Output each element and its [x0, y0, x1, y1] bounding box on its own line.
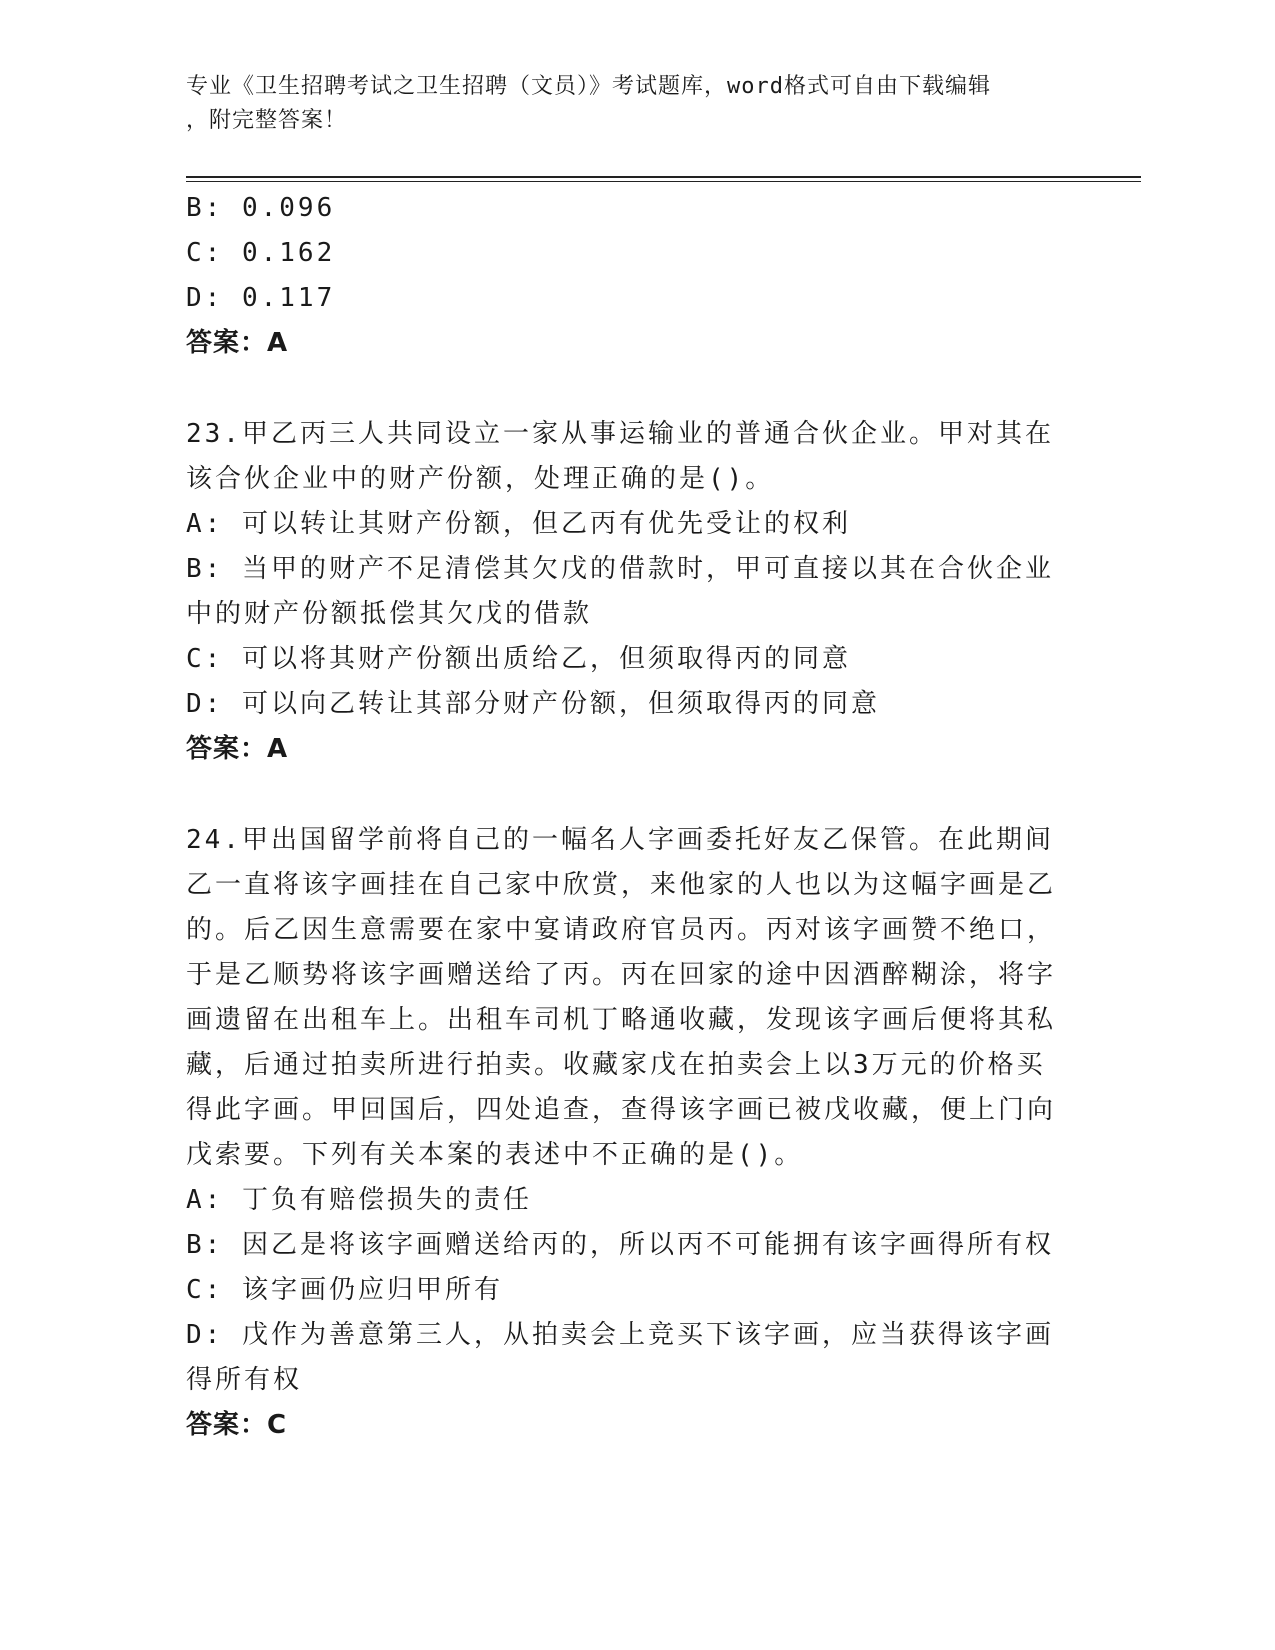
option-c: C: 0.162	[186, 238, 336, 268]
option-b: B: 因乙是将该字画赠送给丙的，所以丙不可能拥有该字画得所有权	[186, 1230, 1054, 1260]
option-b: B: 0.096	[186, 193, 336, 223]
spacer	[186, 366, 1066, 412]
option-a: A: 丁负有赔偿损失的责任	[186, 1185, 532, 1215]
header-line-1: 专业《卫生招聘考试之卫生招聘（文员）》考试题库，word格式可自由下载编辑	[186, 74, 991, 99]
prev-question-block	[186, 186, 1066, 366]
question-stem: 23.甲乙丙三人共同设立一家从事运输业的普通合伙企业。甲对其在该合伙企业中的财产份额，处理正确的是()。	[186, 419, 1054, 494]
document-header	[186, 70, 1066, 138]
header-rule-top	[186, 176, 1141, 178]
answer-label: 答案：A	[186, 328, 289, 358]
option-d: D: 0.117	[186, 283, 336, 313]
question-23-block	[186, 412, 1066, 772]
header-line-2: ，附完整答案！	[186, 108, 348, 133]
header-rule-bottom	[186, 181, 1141, 182]
option-d: D: 戊作为善意第三人，从拍卖会上竞买下该字画，应当获得该字画得所有权	[186, 1320, 1054, 1395]
option-b: B: 当甲的财产不足清偿其欠戊的借款时，甲可直接以其在合伙企业中的财产份额抵偿其欠戊的借款	[186, 554, 1054, 629]
spacer	[186, 772, 1066, 818]
question-stem: 24.甲出国留学前将自己的一幅名人字画委托好友乙保管。在此期间乙一直将该字画挂在自己家中欣赏，来他家的人也以为这幅字画是乙的。后乙因生意需要在家中宴请政府官员丙。丙对该字画赞不绝口，于是乙顺势将该字画赠送给了丙。丙在回家的途中因酒醉糊涂，将字画遗留在出租车上。出租车司机丁略通收藏，发现该字画后便将其私藏，后通过拍卖所进行拍卖。收藏家戊在拍卖会上以3万元的价格买得此字画。甲回国后，四处追查，查得该字画已被戊收藏，便上门向戊索要。下列有关本案的表述中不正确的是()。	[186, 825, 1057, 1170]
option-d: D: 可以向乙转让其部分财产份额，但须取得丙的同意	[186, 689, 880, 719]
question-24-block	[186, 818, 1066, 1448]
option-c: C: 可以将其财产份额出质给乙，但须取得丙的同意	[186, 644, 851, 674]
question-content	[186, 186, 1066, 1448]
answer-label: 答案：A	[186, 734, 289, 764]
answer-label: 答案：C	[186, 1410, 288, 1440]
option-a: A: 可以转让其财产份额，但乙丙有优先受让的权利	[186, 509, 851, 539]
option-c: C: 该字画仍应归甲所有	[186, 1275, 503, 1305]
